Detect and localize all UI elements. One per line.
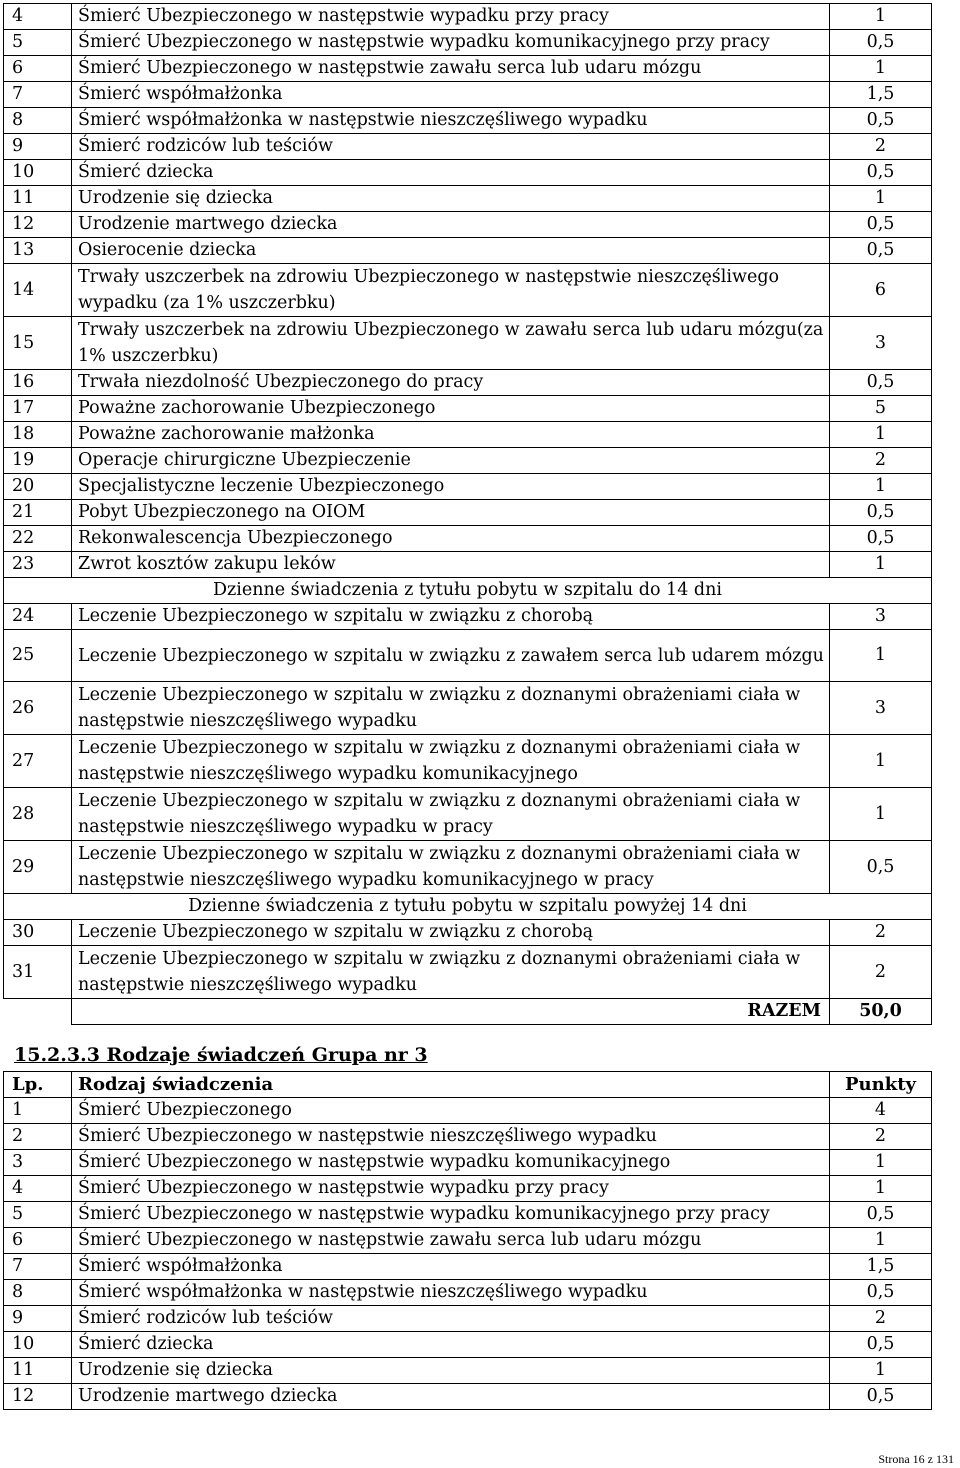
section-title: Dzienne świadczenia z tytułu pobytu w szpitalu do 14 dni (4, 578, 932, 604)
table-row (4, 160, 932, 186)
benefit-points: 2 (830, 946, 932, 999)
row-number: 11 (4, 1358, 72, 1384)
benefit-name: Śmierć rodziców lub teściów (72, 134, 830, 160)
benefit-points: 3 (830, 317, 932, 370)
row-number: 9 (4, 1306, 72, 1332)
benefit-points: 0,5 (830, 212, 932, 238)
row-number: 24 (4, 604, 72, 630)
row-number: 28 (4, 788, 72, 841)
benefit-points: 2 (830, 1124, 932, 1150)
table-row (4, 841, 932, 894)
table-row (4, 526, 932, 552)
benefit-points: 0,5 (830, 160, 932, 186)
benefit-points: 6 (830, 264, 932, 317)
table-row (4, 1358, 932, 1384)
benefit-points: 0,5 (830, 526, 932, 552)
benefit-points: 1,5 (830, 82, 932, 108)
benefit-name: Operacje chirurgiczne Ubezpieczenie (72, 448, 830, 474)
benefit-points: 1 (830, 186, 932, 212)
row-number: 20 (4, 474, 72, 500)
row-number: 12 (4, 212, 72, 238)
benefit-points: 1 (830, 422, 932, 448)
row-number: 14 (4, 264, 72, 317)
benefit-name: Leczenie Ubezpieczonego w szpitalu w związku z doznanymi obrażeniami ciała w następstwie nieszczęśliwego wypadku komunikacyjnego (72, 735, 830, 788)
row-number: 31 (4, 946, 72, 999)
table-row (4, 1124, 932, 1150)
row-number: 10 (4, 160, 72, 186)
benefit-points: 1 (830, 56, 932, 82)
benefit-points: 2 (830, 1306, 932, 1332)
table-row (4, 1098, 932, 1124)
benefit-points: 3 (830, 682, 932, 735)
table-row (4, 552, 932, 578)
benefits-table-body (4, 4, 932, 1025)
benefit-points: 0,5 (830, 30, 932, 56)
benefit-points: 3 (830, 604, 932, 630)
table-header-row (4, 1072, 932, 1098)
benefit-points: 0,5 (830, 1332, 932, 1358)
benefit-name: Śmierć Ubezpieczonego w następstwie wypadku komunikacyjnego (72, 1150, 830, 1176)
benefit-name: Śmierć Ubezpieczonego w następstwie wypadku komunikacyjnego przy pracy (72, 1202, 830, 1228)
table-row (4, 317, 932, 370)
benefit-name: Trwała niezdolność Ubezpieczonego do pracy (72, 370, 830, 396)
header-lp: Lp. (4, 1072, 72, 1098)
benefit-points: 1 (830, 1358, 932, 1384)
table-row (4, 500, 932, 526)
section-row (4, 894, 932, 920)
total-empty-cell (4, 999, 72, 1025)
benefit-name: Śmierć Ubezpieczonego (72, 1098, 830, 1124)
table-row (4, 134, 932, 160)
row-number: 8 (4, 1280, 72, 1306)
row-number: 7 (4, 1254, 72, 1280)
row-number: 3 (4, 1150, 72, 1176)
benefits-table-body (4, 1098, 932, 1410)
table-row (4, 946, 932, 999)
table-row (4, 1150, 932, 1176)
benefit-name: Śmierć Ubezpieczonego w następstwie zawału serca lub udaru mózgu (72, 1228, 830, 1254)
benefit-points: 1 (830, 552, 932, 578)
benefit-name: Poważne zachorowanie małżonka (72, 422, 830, 448)
benefit-name: Śmierć Ubezpieczonego w następstwie wypadku komunikacyjnego przy pracy (72, 30, 830, 56)
benefit-name: Śmierć rodziców lub teściów (72, 1306, 830, 1332)
table-row (4, 735, 932, 788)
table-row (4, 1202, 932, 1228)
table-row (4, 682, 932, 735)
benefits-table-group-2 (3, 3, 932, 1025)
row-number: 26 (4, 682, 72, 735)
benefit-points: 0,5 (830, 1280, 932, 1306)
benefit-name: Specjalistyczne leczenie Ubezpieczonego (72, 474, 830, 500)
benefit-name: Śmierć dziecka (72, 1332, 830, 1358)
table-row (4, 1280, 932, 1306)
benefit-points: 0,5 (830, 238, 932, 264)
benefit-points: 1 (830, 4, 932, 30)
total-row (4, 999, 932, 1025)
benefit-points: 0,5 (830, 370, 932, 396)
benefit-name: Urodzenie się dziecka (72, 186, 830, 212)
table-row (4, 920, 932, 946)
table-row (4, 186, 932, 212)
table-row (4, 788, 932, 841)
row-number: 6 (4, 1228, 72, 1254)
total-points: 50,0 (830, 999, 932, 1025)
header-benefit-type: Rodzaj świadczenia (72, 1072, 830, 1098)
row-number: 25 (4, 630, 72, 682)
benefit-name: Leczenie Ubezpieczonego w szpitalu w związku z doznanymi obrażeniami ciała w następstwie nieszczęśliwego wypadku (72, 682, 830, 735)
table-row (4, 422, 932, 448)
benefit-points: 0,5 (830, 1384, 932, 1410)
table-row (4, 108, 932, 134)
row-number: 5 (4, 30, 72, 56)
row-number: 1 (4, 1098, 72, 1124)
table-row (4, 630, 932, 682)
benefit-name: Poważne zachorowanie Ubezpieczonego (72, 396, 830, 422)
table-row (4, 264, 932, 317)
section-row (4, 578, 932, 604)
benefit-name: Śmierć Ubezpieczonego w następstwie nieszczęśliwego wypadku (72, 1124, 830, 1150)
benefit-points: 0,5 (830, 841, 932, 894)
benefit-name: Urodzenie martwego dziecka (72, 1384, 830, 1410)
benefit-name: Leczenie Ubezpieczonego w szpitalu w związku z doznanymi obrażeniami ciała w następstwie nieszczęśliwego wypadku (72, 946, 830, 999)
benefit-points: 0,5 (830, 108, 932, 134)
row-number: 30 (4, 920, 72, 946)
benefit-name: Śmierć współmałżonka w następstwie nieszczęśliwego wypadku (72, 108, 830, 134)
table-row (4, 1254, 932, 1280)
benefit-points: 0,5 (830, 1202, 932, 1228)
row-number: 27 (4, 735, 72, 788)
benefit-name: Pobyt Ubezpieczonego na OIOM (72, 500, 830, 526)
benefit-name: Śmierć Ubezpieczonego w następstwie wypadku przy pracy (72, 1176, 830, 1202)
benefit-name: Śmierć Ubezpieczonego w następstwie wypadku przy pracy (72, 4, 830, 30)
row-number: 4 (4, 1176, 72, 1202)
benefit-name: Leczenie Ubezpieczonego w szpitalu w związku z zawałem serca lub udarem mózgu (72, 630, 830, 682)
row-number: 21 (4, 500, 72, 526)
row-number: 22 (4, 526, 72, 552)
table-row (4, 1306, 932, 1332)
benefit-points: 1,5 (830, 1254, 932, 1280)
section-title: Dzienne świadczenia z tytułu pobytu w szpitalu powyżej 14 dni (4, 894, 932, 920)
benefit-name: Leczenie Ubezpieczonego w szpitalu w związku z doznanymi obrażeniami ciała w następstwie nieszczęśliwego wypadku w pracy (72, 788, 830, 841)
table-row (4, 1332, 932, 1358)
benefit-points: 1 (830, 1150, 932, 1176)
benefit-name: Leczenie Ubezpieczonego w szpitalu w związku z chorobą (72, 604, 830, 630)
row-number: 9 (4, 134, 72, 160)
header-points: Punkty (830, 1072, 932, 1098)
table-row (4, 4, 932, 30)
table-row (4, 1176, 932, 1202)
benefit-name: Śmierć dziecka (72, 160, 830, 186)
table-row (4, 604, 932, 630)
row-number: 4 (4, 4, 72, 30)
benefit-points: 0,5 (830, 500, 932, 526)
benefit-points: 2 (830, 920, 932, 946)
benefit-name: Urodzenie się dziecka (72, 1358, 830, 1384)
row-number: 13 (4, 238, 72, 264)
benefit-name: Trwały uszczerbek na zdrowiu Ubezpieczonego w następstwie nieszczęśliwego wypadku (za 1% uszczerbku) (72, 264, 830, 317)
row-number: 12 (4, 1384, 72, 1410)
benefit-name: Leczenie Ubezpieczonego w szpitalu w związku z doznanymi obrażeniami ciała w następstwie nieszczęśliwego wypadku komunikacyjnego w pracy (72, 841, 830, 894)
row-number: 10 (4, 1332, 72, 1358)
row-number: 18 (4, 422, 72, 448)
table-row (4, 212, 932, 238)
section-heading: 15.2.3.3 Rodzaje świadczeń Grupa nr 3 (14, 1044, 428, 1066)
page-number: Strona 16 z 131 (878, 1452, 954, 1466)
row-number: 5 (4, 1202, 72, 1228)
benefit-points: 1 (830, 474, 932, 500)
row-number: 23 (4, 552, 72, 578)
row-number: 19 (4, 448, 72, 474)
table-row (4, 238, 932, 264)
benefit-name: Śmierć współmałżonka (72, 1254, 830, 1280)
benefit-name: Osierocenie dziecka (72, 238, 830, 264)
benefit-name: Śmierć współmałżonka (72, 82, 830, 108)
row-number: 15 (4, 317, 72, 370)
benefit-points: 5 (830, 396, 932, 422)
row-number: 11 (4, 186, 72, 212)
benefit-points: 1 (830, 735, 932, 788)
table-row (4, 82, 932, 108)
row-number: 8 (4, 108, 72, 134)
row-number: 7 (4, 82, 72, 108)
table-row (4, 474, 932, 500)
benefit-name: Leczenie Ubezpieczonego w szpitalu w związku z chorobą (72, 920, 830, 946)
table-row (4, 370, 932, 396)
benefit-points: 2 (830, 448, 932, 474)
table-row (4, 1384, 932, 1410)
benefit-points: 1 (830, 1228, 932, 1254)
benefits-table-group-3 (3, 1071, 932, 1410)
benefit-name: Śmierć współmałżonka w następstwie nieszczęśliwego wypadku (72, 1280, 830, 1306)
benefit-points: 4 (830, 1098, 932, 1124)
benefit-name: Śmierć Ubezpieczonego w następstwie zawału serca lub udaru mózgu (72, 56, 830, 82)
benefit-points: 1 (830, 788, 932, 841)
benefit-points: 1 (830, 630, 932, 682)
row-number: 2 (4, 1124, 72, 1150)
benefit-name: Urodzenie martwego dziecka (72, 212, 830, 238)
table-row (4, 30, 932, 56)
total-label: RAZEM (72, 999, 830, 1025)
benefit-name: Rekonwalescencja Ubezpieczonego (72, 526, 830, 552)
benefit-name: Zwrot kosztów zakupu leków (72, 552, 830, 578)
table-row (4, 448, 932, 474)
row-number: 6 (4, 56, 72, 82)
table-row (4, 396, 932, 422)
benefit-points: 1 (830, 1176, 932, 1202)
row-number: 16 (4, 370, 72, 396)
benefit-points: 2 (830, 134, 932, 160)
row-number: 29 (4, 841, 72, 894)
benefit-name: Trwały uszczerbek na zdrowiu Ubezpieczonego w zawału serca lub udaru mózgu(za 1% uszczerbku) (72, 317, 830, 370)
table-row (4, 56, 932, 82)
table-row (4, 1228, 932, 1254)
row-number: 17 (4, 396, 72, 422)
